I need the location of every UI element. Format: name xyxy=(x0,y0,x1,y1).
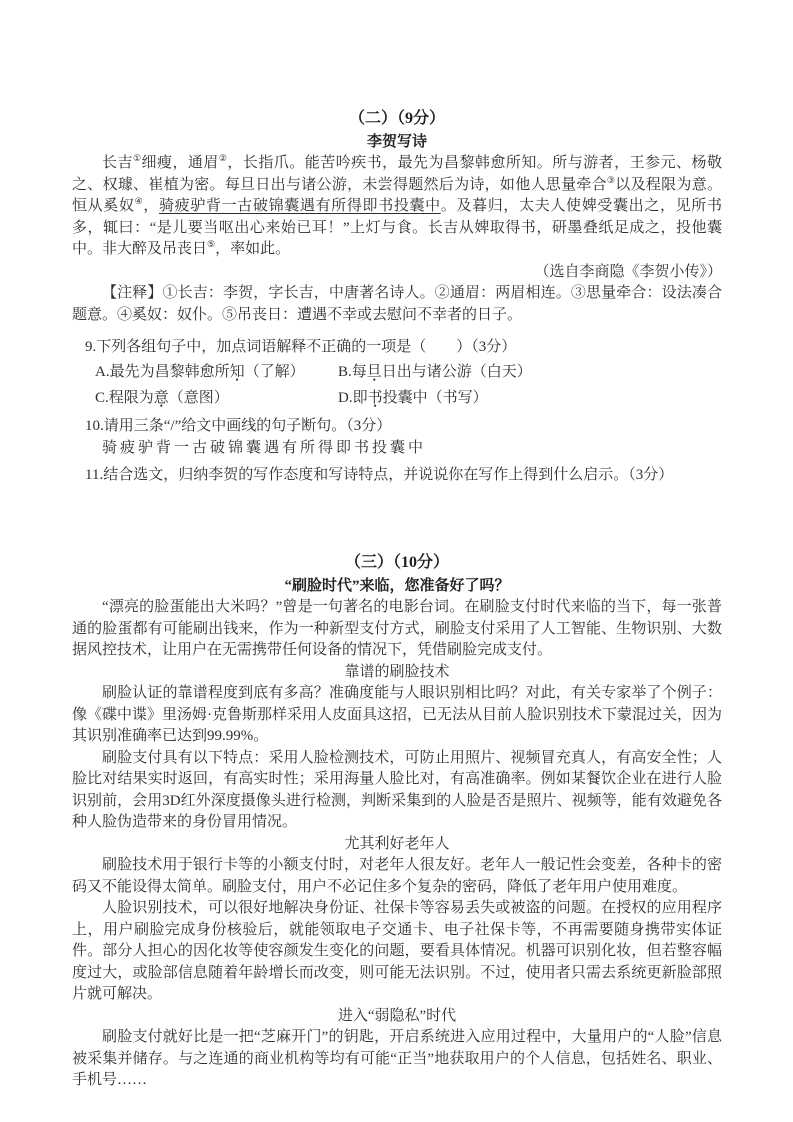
section-3-heading: （三）（10分） xyxy=(344,554,449,571)
article-subheading-1: 靠谱的刷脸技术 xyxy=(344,663,450,680)
question-9-options-row-2 xyxy=(95,385,722,411)
passage-text: 长吉①细瘦，通眉②，长指爪。能苦吟疾书，最先为昌黎韩愈所知。所与游者，王参元、杨敬之、权璩、崔植为密。每旦日出与诸公游，未尝得题然后为诗，如他人思量牵合③以及程限为意。恒从奚奴④，骑疲驴背一古破锦囊遇有所得即书投囊中。及暮归，太夫人使婢受囊出之，见所书多，辄曰：“是儿要当呕出心来始已耳！”上灯与食。长吉从婢取得书，研墨叠纸足成之，投他囊中。非大醉及吊丧日⑤，率如此。 xyxy=(72,153,722,257)
article-paragraph-3: 刷脸支付具有以下特点：采用人脸检测技术，可防止用照片、视频冒充真人，有高安全性；人脸比对结果实时返回，有高实时性；采用海量人脸比对，有高准确率。例如某餐饮企业在进行人脸识别前，会用3D红外深度摄像头进行检测，判断采集到的人脸是否是照片、视频等，能有效避免各种人脸伪造带来的身份冒用情况。 xyxy=(72,749,722,830)
question-9-option-c: C.程限为意（意图） xyxy=(95,389,229,406)
section-2-heading: （二）（9分） xyxy=(348,110,445,127)
question-9-options-row-1 xyxy=(95,359,722,385)
question-11-stem: 11.结合选文，归纳李贺的写作态度和写诗特点，并说说你在写作上得到什么启示。（3分） xyxy=(85,466,674,483)
question-10-stem: 10.请用三条“/”给文中画线的句子断句。（3分） xyxy=(85,417,392,434)
article-paragraph-5: 人脸识别技术，可以很好地解决身份证、社保卡等容易丢失或被盗的问题。在授权的应用程序上，用户刷脸完成身份核验后，就能领取电子交通卡、电子社保卡等，不再需要随身携带实体证件。部分人担心的因化妆等使容颜发生变化的问题，要看具体情况。机器可识别化妆，但若整容幅度过大，或脸部信息随着年龄增长而改变，则可能无法识别。不过，使用者只需去系统更新脸部照片就可解决。 xyxy=(72,900,722,1002)
article-paragraph-4: 刷脸技术用于银行卡等的小额支付时，对老年人很友好。老年人一般记性会变差，各种卡的密码又不能设得太简单。刷脸支付，用户不必记住多个复杂的密码，降低了老年用户使用难度。 xyxy=(72,857,722,895)
question-10-sentence: 骑疲驴背一古破锦囊遇有所得即书投囊中 xyxy=(102,440,427,456)
article-subheading-3: 进入“弱隐私”时代 xyxy=(337,1007,457,1024)
passage-title: 李贺写诗 xyxy=(366,134,427,150)
article-paragraph-1: “漂亮的脸蛋能出大米吗？”曾是一句著名的电影台词。在刷脸支付时代来临的当下，每一张普通的脸蛋都有可能刷出钱来，作为一种新型支付方式，刷脸支付采用了人工智能、生物识别、大数据风控技术，让用户在无需携带任何设备的情况下，凭借刷脸完成支付。 xyxy=(72,599,722,658)
question-9-stem: 9.下列各组句子中，加点词语解释不正确的一项是（ ）（3分） xyxy=(85,339,517,355)
article-paragraph-6: 刷脸支付就好比是一把“芝麻开门”的钥匙，开启系统进入应用过程中，大量用户的“人脸”信息被采集并储存。与之连通的商业机构等均有可能“正当”地获取用户的个人信息，包括姓名、职业、手机号…… xyxy=(72,1029,722,1088)
passage-notes: 【注释】①长吉：李贺，字长吉，中唐著名诗人。②通眉：两眉相连。③思量牵合：设法凑合题意。④奚奴：奴仆。⑤吊丧日：遭遇不幸或去慰问不幸者的日子。 xyxy=(72,285,722,323)
page-content xyxy=(72,108,722,1092)
article-paragraph-2: 刷脸认证的靠谱程度到底有多高？准确度能与人眼识别相比吗？对此，有关专家举了个例子：像《碟中谍》里汤姆·克鲁斯那样采用人皮面具这招，已无法从目前人脸识别技术下蒙混过关，因为其识别准确率已达到99.99%。 xyxy=(72,685,722,744)
article-title: “刷脸时代”来临，您准备好了吗？ xyxy=(284,578,510,594)
passage-source: （选自李商隐《李贺小传》） xyxy=(534,263,722,280)
question-9-option-a: A.最先为昌黎韩愈所知（了解） xyxy=(95,363,305,380)
question-9-option-d: D.即书投囊中（书写） xyxy=(338,389,488,406)
question-9-option-b: B.每旦日出与诸公游（白天） xyxy=(338,363,532,380)
section-gap xyxy=(72,486,722,552)
article-subheading-2: 尤其利好老年人 xyxy=(344,835,450,852)
